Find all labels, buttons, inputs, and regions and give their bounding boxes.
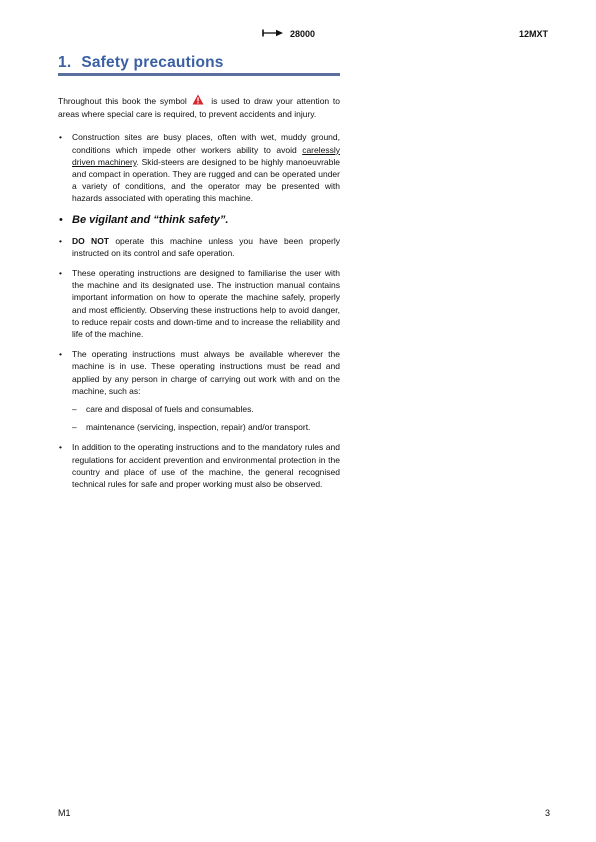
intro-text-end: is used to draw your attention to areas where special care is required, to prevent accidents and injury. — [58, 96, 340, 120]
page-number: 3 — [545, 808, 551, 818]
serial-number: 28000 — [290, 29, 316, 39]
main-content — [58, 94, 340, 498]
intro-paragraph — [58, 94, 340, 120]
bullet-text: operate this machine unless you have been properly instructed on its control and safe operation. — [72, 235, 340, 258]
list-item — [58, 267, 340, 340]
serial-range — [262, 29, 315, 39]
intro-text-start: Throughout this book the symbol — [58, 96, 187, 106]
list-item — [58, 235, 340, 259]
bullet-text: In addition to the operating instructions and to the mandatory rules and regulations for accident prevention and environmental protection in the country and place of use of the machine, the general recognised technical rules for safe and proper working must also be observed. — [72, 442, 340, 490]
model-code: 12MXT — [519, 29, 549, 39]
bullet-text: Construction sites are busy places, often with wet, muddy ground, conditions which impede other workers ability to avoid — [72, 132, 340, 155]
bold-warning: DO NOT — [72, 235, 109, 246]
list-item — [58, 348, 340, 433]
underlined-phrase: carelessly driven machinery — [72, 144, 340, 167]
safety-bullet-list — [58, 131, 340, 490]
list-item — [58, 441, 340, 490]
sub-list-item: – care and disposal of fuels and consumables. — [72, 403, 340, 415]
sub-list-item: – maintenance (servicing, inspection, repair) and/or transport. — [72, 421, 340, 433]
section-heading — [58, 54, 340, 76]
section-number: 1. — [58, 54, 72, 71]
bullet-text: The operating instructions must always be available wherever the machine is in use. These operating instructions must be read and applied by any person in charge of carrying out work with and on the machine, such as: — [72, 349, 340, 396]
section-title: Safety precautions — [81, 54, 224, 71]
emphasis-statement: Be vigilant and “think safety”. — [72, 213, 229, 226]
section-code: M1 — [58, 808, 71, 818]
warning-triangle-icon — [192, 94, 204, 108]
bullet-text: . Skid-steers are designed to be highly manoeuvrable and compact in operation. They are rugged and can be operated under a variety of conditions, and the operator may be presented with hazards associated with operating this machine. — [72, 156, 341, 204]
list-item — [58, 131, 340, 204]
list-item — [58, 213, 340, 227]
serial-from-arrow-icon — [262, 29, 284, 39]
bullet-text: These operating instructions are designed to familiarise the user with the machine and its designated use. The instruction manual contains important information on how to operate the machine safely, properly and most efficiently. Observing these instructions help to avoid danger, to reduce repair costs and down-time and to increase the reliability and life of the machine. — [72, 268, 340, 340]
sub-list — [72, 403, 340, 433]
